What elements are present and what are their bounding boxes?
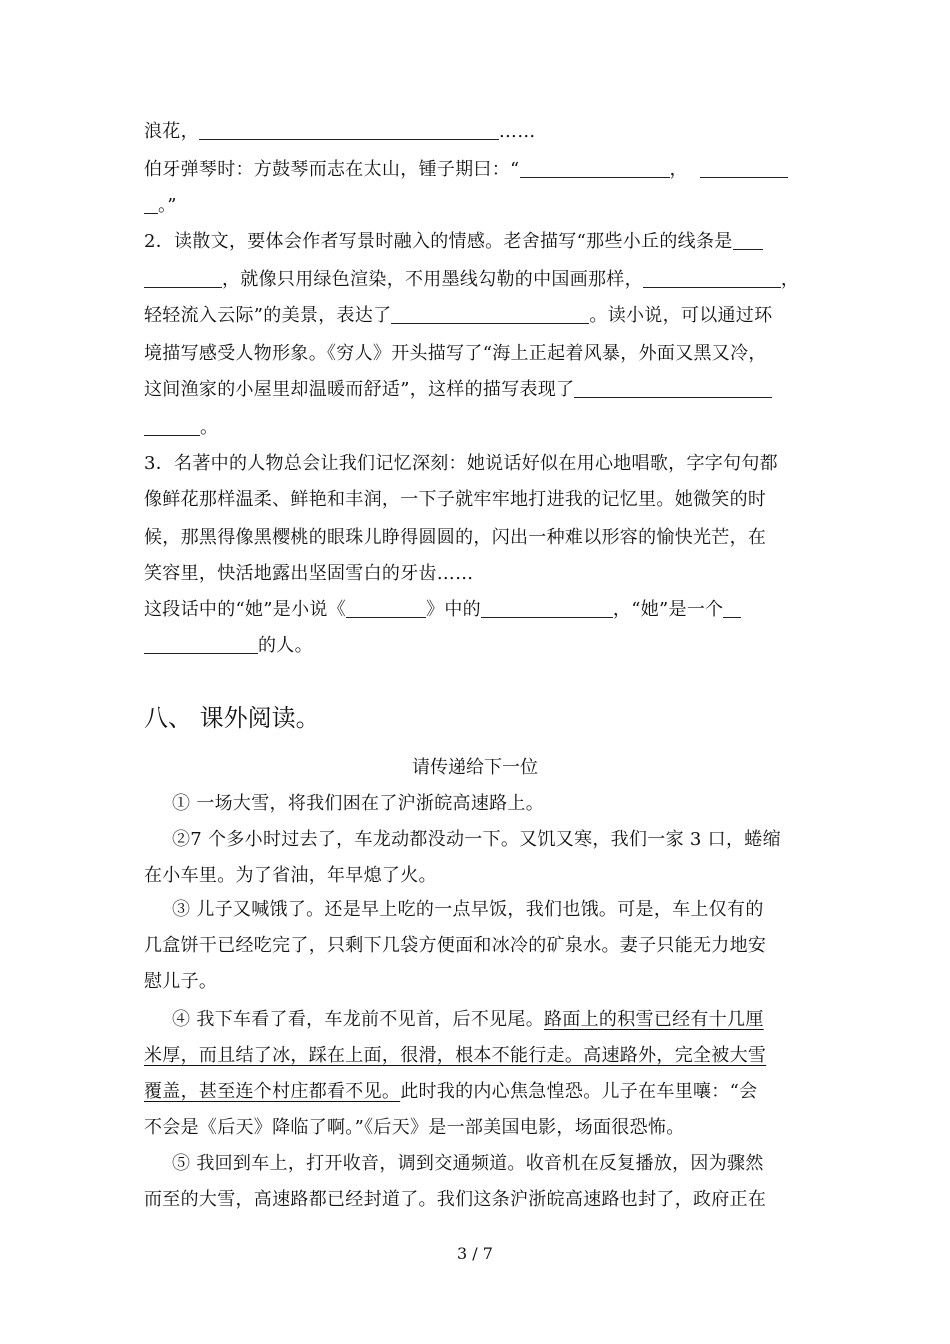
text: 在小车里。为了省油，年早熄了火。 (144, 865, 437, 886)
text: 不会是《后天》降临了啊。”《后天》是一部美国电影，场面很恐怖。 (144, 1117, 685, 1138)
text: 几盒饼干已经吃完了，只剩下几袋方便面和冰冷的矿泉水。妻子只能无力地安 (144, 935, 767, 956)
article-title: 请传递给下一位 (412, 757, 538, 778)
text: 这段话中的“她”是小说《 (144, 599, 347, 620)
answer-blank[interactable] (199, 121, 499, 140)
q3-line-1 (144, 452, 814, 476)
text: ，就像只用绿色渲染，不用墨线勾勒的中国画那样， (222, 269, 643, 290)
answer-blank[interactable] (723, 599, 741, 618)
q3-line-5 (144, 598, 814, 622)
paragraph-5-line-2 (144, 1188, 814, 1212)
paragraph-1 (172, 792, 842, 816)
q2-line-3 (144, 304, 814, 328)
answer-blank[interactable] (391, 305, 589, 324)
page-number: 3 / 7 (457, 1244, 493, 1263)
q2-line-6 (144, 416, 814, 440)
answer-blank[interactable] (733, 231, 763, 250)
paragraph-4-line-3 (144, 1080, 814, 1104)
answer-blank[interactable] (144, 269, 222, 288)
q2-line-2 (144, 268, 814, 292)
text: ③ 儿子又喊饿了。还是早上吃的一点早饭，我们也饿。可是，车上仅有的 (172, 899, 764, 920)
answer-blank[interactable] (574, 379, 772, 398)
underlined-text: 覆盖，甚至连个村庄都看不见。 (144, 1081, 401, 1102)
text: 3．名著中的人物总会让我们记忆深刻：她说话好似在用心地唱歌，字字句句都 (144, 453, 778, 474)
text: 的人。 (258, 635, 313, 656)
q1-line-3 (144, 194, 814, 218)
paragraph-4-line-4 (144, 1116, 814, 1140)
q3-line-6 (144, 634, 814, 658)
text: ②7 个多小时过去了，车龙动都没动一下。又饥又寒，我们一家 3 口，蜷缩 (172, 829, 781, 850)
text: ④ 我下车看了看，车龙前不见首，后不见尾。 (172, 1009, 545, 1030)
text: 》中的 (426, 599, 481, 620)
section-heading: 八、 课外阅读。 (144, 704, 320, 732)
text: 轻轻流入云际”的美景，表达了 (144, 305, 392, 326)
q3-line-2 (144, 488, 814, 512)
text: 像鲜花那样温柔、鲜艳和丰润，一下子就牢牢地打进我的记忆里。她微笑的时 (144, 489, 767, 510)
text: 笑容里，快活地露出坚固雪白的牙齿…… (144, 563, 474, 584)
answer-blank[interactable] (481, 599, 613, 618)
text: …… (498, 121, 536, 142)
paragraph-4-line-1 (172, 1008, 842, 1032)
paragraph-2-line-1 (172, 828, 842, 852)
q2-line-5 (144, 378, 814, 402)
q2-line-4 (144, 342, 814, 366)
paragraph-3-line-1 (172, 898, 842, 922)
answer-blank[interactable] (144, 195, 158, 214)
paragraph-3-line-3 (144, 970, 814, 994)
q2-line-1 (144, 230, 814, 254)
underlined-text: 米厚，而且结了冰，踩在上面，很滑，根本不能行走。高速路外，完全被大雪 (144, 1045, 767, 1066)
q3-line-3 (144, 526, 814, 550)
text: ⑤ 我回到车上，打开收音，调到交通频道。收音机在反复播放，因为骤然 (172, 1153, 764, 1174)
q1-line-2 (144, 158, 814, 182)
answer-blank[interactable] (346, 599, 426, 618)
answer-blank[interactable] (520, 159, 670, 178)
text: ， (669, 159, 688, 180)
text: 浪花， (144, 121, 199, 142)
text: 而至的大雪，高速路都已经封道了。我们这条沪浙皖高速路也封了，政府正在 (144, 1189, 767, 1210)
text: ， (780, 269, 800, 290)
paragraph-4-line-2 (144, 1044, 814, 1068)
paragraph-5-line-1 (172, 1152, 842, 1176)
answer-blank[interactable] (144, 635, 258, 654)
answer-blank[interactable] (643, 269, 781, 288)
text: ，“她”是一个 (612, 599, 724, 620)
q1-line-1 (144, 120, 814, 144)
paragraph-2-line-2 (144, 864, 814, 888)
text: 。” (158, 195, 177, 216)
text: ① 一场大雪，将我们困在了沪浙皖高速路上。 (172, 793, 545, 814)
text: 候，那黑得像黑樱桃的眼珠儿睁得圆圆的，闪出一种难以形容的愉快光芒，在 (144, 527, 767, 548)
q3-line-4 (144, 562, 814, 586)
paragraph-3-line-2 (144, 934, 814, 958)
text: 慰儿子。 (144, 971, 218, 992)
text: 此时我的内心焦急惶恐。儿子在车里嚷：“会 (400, 1081, 758, 1102)
text: 。读小说，可以通过环 (589, 305, 773, 326)
answer-blank[interactable] (144, 417, 200, 436)
underlined-text: 路面上的积雪已经有十几厘 (544, 1009, 764, 1030)
text: 境描写感受人物形象。《穷人》开头描写了“海上正起着风暴，外面又黑又冷， (144, 343, 767, 364)
text: 2．读散文，要体会作者写景时融入的情感。老舍描写“那些小丘的线条是 (144, 231, 733, 252)
text: 。 (200, 417, 219, 438)
text: 这间渔家的小屋里却温暖而舒适”，这样的描写表现了 (144, 379, 575, 400)
text: 伯牙弹琴时：方鼓琴而志在太山，锺子期曰：“ (144, 159, 520, 180)
answer-blank[interactable] (700, 159, 788, 178)
